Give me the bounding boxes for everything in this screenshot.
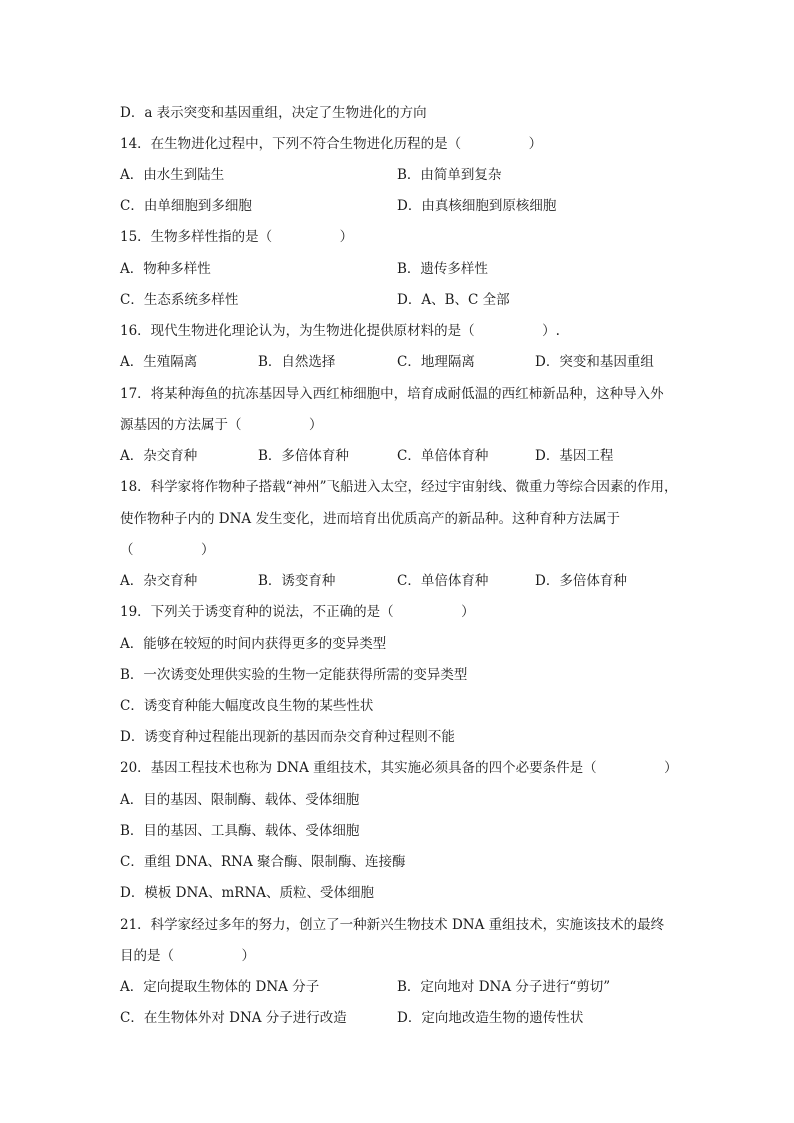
q13-option-d: D．a 表示突变和基因重组，决定了生物进化的方向 [120, 105, 427, 121]
q17-stem-line1: 17．将某种海鱼的抗冻基因导入西红柿细胞中，培育成耐低温的西红柿新品种，这种导入外 [120, 386, 664, 402]
q18-option-c: C．单倍体育种 [397, 573, 489, 589]
q19-option-b: B．一次诱变处理供实验的生物一定能获得所需的变异类型 [120, 667, 468, 683]
q17-option-a: A．杂交育种 [120, 448, 198, 464]
q14-option-d: D．由真核细胞到原核细胞 [397, 198, 557, 214]
q15-option-b: B．遗传多样性 [397, 261, 488, 277]
q15-option-a: A．物种多样性 [120, 261, 211, 277]
q21-stem-line1: 21．科学家经过多年的努力，创立了一种新兴生物技术 DNA 重组技术，实施该技术的最终 [120, 917, 665, 933]
q17-option-c: C．单倍体育种 [397, 448, 489, 464]
q18-stem-line1: 18．科学家将作物种子搭载“神州”飞船进入太空，经过宇宙射线、微重力等综合因素的作用， [120, 479, 678, 495]
q16-option-d: D．突变和基因重组 [535, 354, 654, 370]
q14-option-a: A．由水生到陆生 [120, 167, 225, 183]
q16-option-b: B．自然选择 [258, 354, 336, 370]
q17-option-b: B．多倍体育种 [258, 448, 349, 464]
q16-stem: 16．现代生物进化理论认为，为生物进化提供原材料的是（ ）. [120, 323, 560, 339]
q19-option-c: C．诱变育种能大幅度改良生物的某些性状 [120, 698, 374, 714]
q18-option-a: A．杂交育种 [120, 573, 198, 589]
q14-stem: 14．在生物进化过程中，下列不符合生物进化历程的是（ ） [120, 136, 543, 152]
q20-option-a: A．目的基因、限制酶、载体、受体细胞 [120, 792, 360, 808]
q21-stem-line2: 目的是（ ） [120, 948, 255, 964]
q16-option-a: A．生殖隔离 [120, 354, 198, 370]
q21-option-a: A．定向提取生物体的 DNA 分子 [120, 979, 320, 995]
q14-option-c: C．由单细胞到多细胞 [120, 198, 252, 214]
q18-option-b: B．诱变育种 [258, 573, 336, 589]
q14-option-b: B．由简单到复杂 [397, 167, 502, 183]
q16-option-c: C．地理隔离 [397, 354, 475, 370]
q19-option-d: D．诱变育种过程能出现新的基因而杂交育种过程则不能 [120, 729, 455, 745]
q18-stem-line3: （ ） [120, 542, 215, 558]
q15-option-d: D．A、B、C 全部 [397, 292, 510, 308]
q20-option-d: D．模板 DNA、mRNA、质粒、受体细胞 [120, 885, 375, 901]
q19-stem: 19．下列关于诱变育种的说法，不正确的是（ ） [120, 604, 475, 620]
q21-option-b: B．定向地对 DNA 分子进行“剪切” [397, 979, 611, 995]
q15-stem: 15．生物多样性指的是（ ） [120, 229, 354, 245]
q19-option-a: A．能够在较短的时间内获得更多的变异类型 [120, 636, 387, 652]
q17-option-d: D．基因工程 [535, 448, 614, 464]
q17-stem-line2: 源基因的方法属于（ ） [120, 417, 323, 433]
q20-option-c: C．重组 DNA、RNA 聚合酶、限制酶、连接酶 [120, 854, 406, 870]
q21-option-d: D．定向地改造生物的遗传性状 [397, 1010, 584, 1026]
q20-option-b: B．目的基因、工具酶、载体、受体细胞 [120, 823, 360, 839]
q21-option-c: C．在生物体外对 DNA 分子进行改造 [120, 1010, 347, 1026]
q15-option-c: C．生态系统多样性 [120, 292, 239, 308]
q20-stem: 20．基因工程技术也称为 DNA 重组技术，其实施必须具备的四个必要条件是（ ） [120, 760, 678, 776]
q18-stem-line2: 使作物种子内的 DNA 发生变化，进而培育出优质高产的新品种。这种育种方法属于 [120, 511, 620, 527]
q18-option-d: D．多倍体育种 [535, 573, 627, 589]
